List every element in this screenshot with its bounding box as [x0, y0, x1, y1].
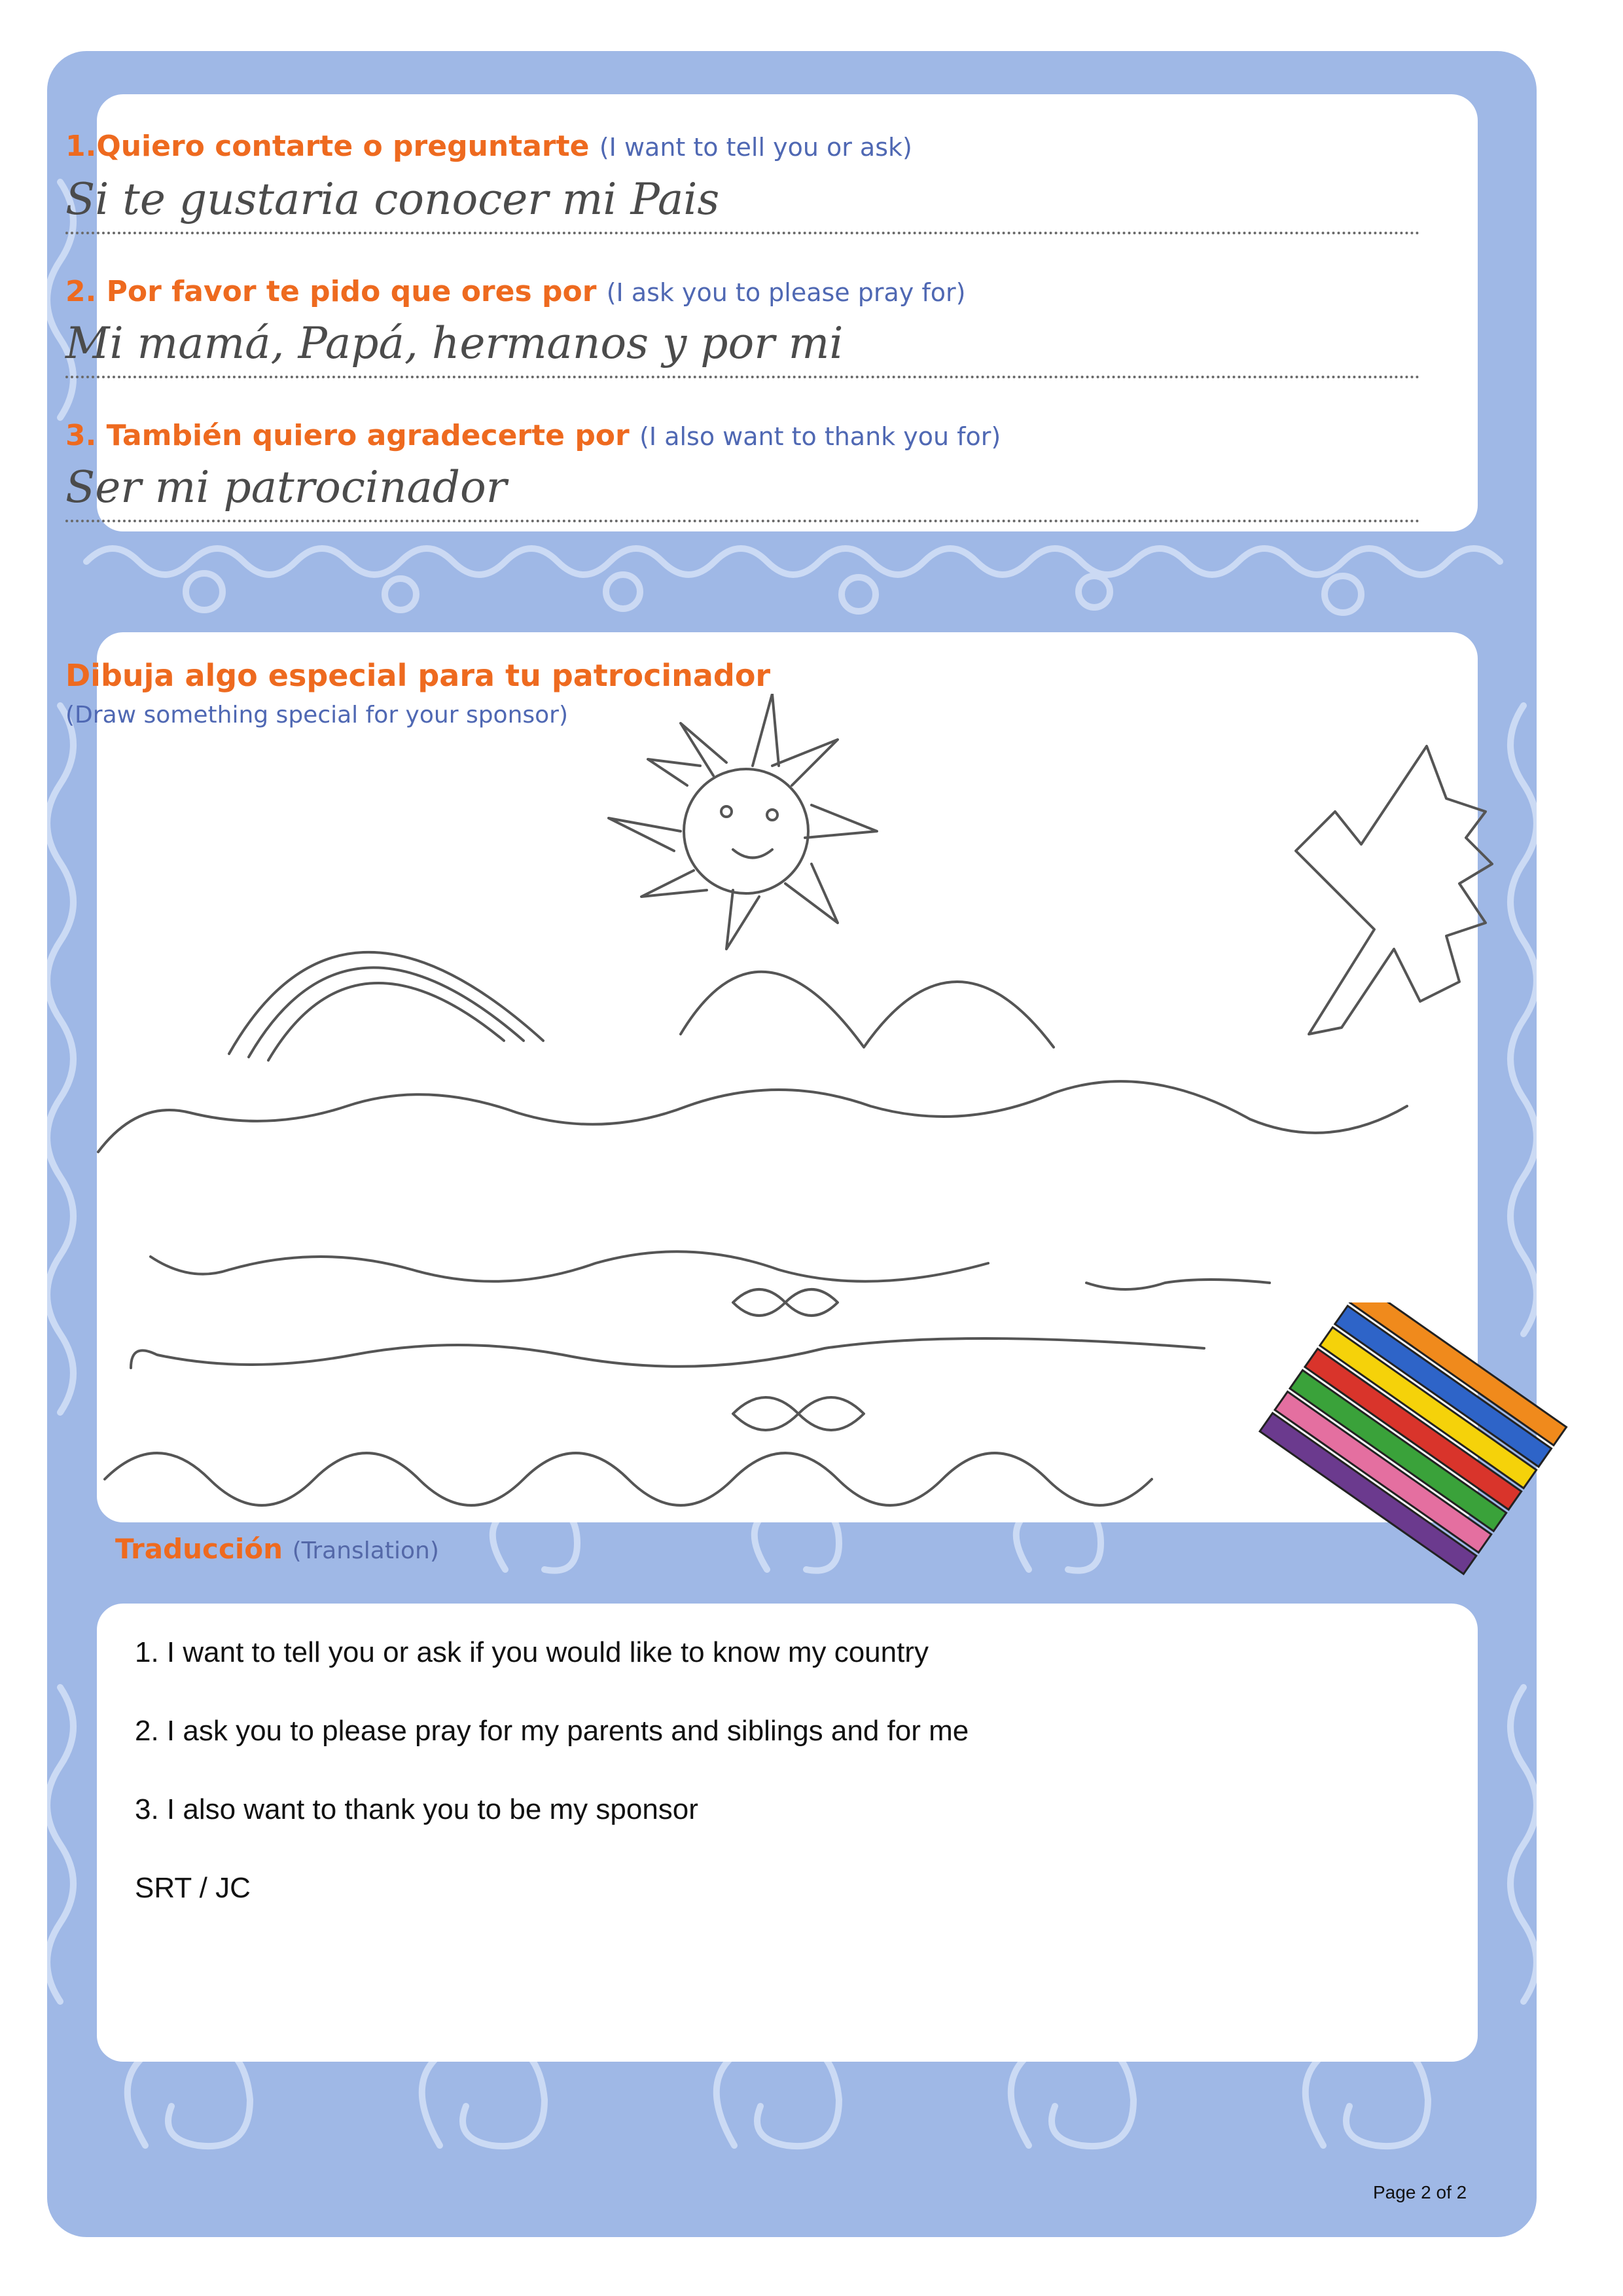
drawing-subtitle: (Draw something special for your sponsor)	[65, 702, 569, 728]
question-2-label: 2. Por favor te pido que ores por (I ask you to please pray for)	[65, 275, 966, 308]
drawing-title: Dibuja algo especial para tu patrocinador	[65, 658, 771, 693]
question-1-answer: Si te gustaria conocer mi Pais	[65, 171, 1420, 234]
question-1-label: 1.Quiero contarte o preguntarte (I want to tell you or ask)	[65, 130, 912, 163]
translation-line-1: 1. I want to tell you or ask if you would like to know my country	[135, 1636, 929, 1668]
question-3-label: 3. También quiero agradecerte por (I also want to thank you for)	[65, 419, 1001, 452]
fish-1	[733, 1289, 838, 1316]
question-3-answer: Ser mi patrocinador	[65, 459, 1420, 522]
wave-1	[98, 1081, 1407, 1152]
translation-line-2: 2. I ask you to please pray for my parents and siblings and for me	[135, 1715, 969, 1747]
colored-pencils-illustration	[1243, 1302, 1584, 1577]
translation-panel	[97, 1604, 1478, 2062]
tree	[1296, 746, 1492, 1034]
question-2-answer: Mi mamá, Papá, hermanos y por mi	[65, 315, 1420, 378]
translation-line-3: 3. I also want to thank you to be my sponsor	[135, 1793, 698, 1825]
fish-2	[733, 1397, 864, 1430]
translation-signature: SRT / JC	[135, 1872, 251, 1904]
sun-face	[684, 769, 808, 893]
page-number: Page 2 of 2	[1373, 2182, 1467, 2202]
translation-title: Traducción (Translation)	[115, 1533, 439, 1565]
